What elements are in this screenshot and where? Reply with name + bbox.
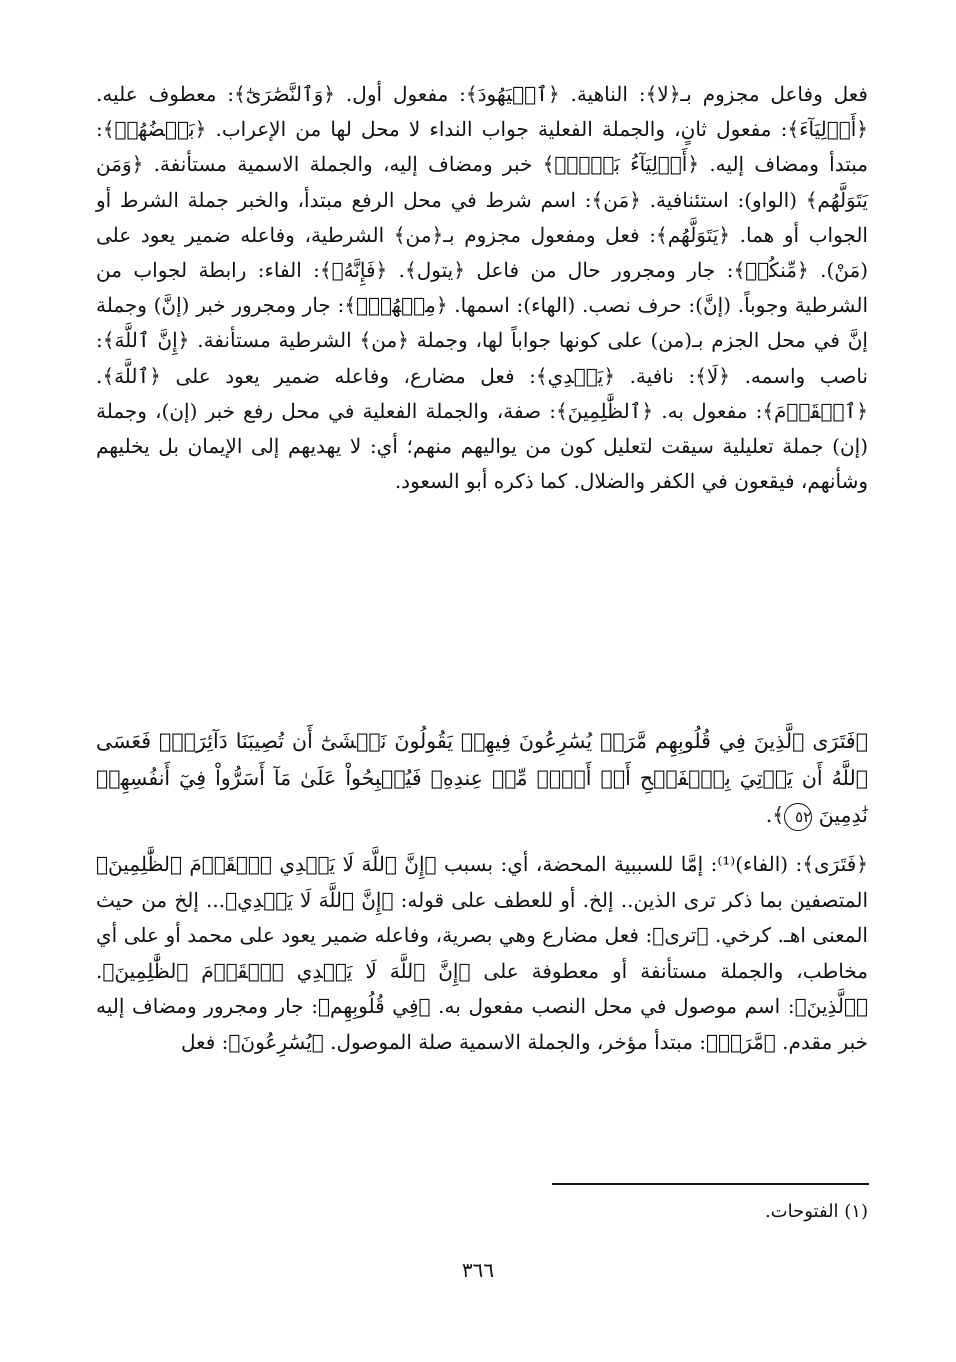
- quran-verse: [96, 723, 868, 834]
- footnote-divider: [552, 1183, 869, 1185]
- commentary-paragraph-1: فعل وفاعل مجزوم بـ﴿لا﴾: الناهية. ﴿ٱلۡيَهُودَ﴾: مفعول أول. ﴿وَٱلنَّصَٰرَىٰٓ﴾: معطوف عليه. ﴿أَوۡلِيَآءَ﴾: مفعول ثانٍ، والجملة الفعلية جواب النداء لا محل لها من الإعراب. ﴿بَعۡضُهُمۡ﴾: مبتدأ ومضاف إليه. ﴿أَوۡلِيَآءُ بَعۡضٖۚ﴾ خبر ومضاف إليه، والجملة الاسمية مستأنفة. ﴿وَمَن يَتَوَلَّهُم﴾ (الواو): استئنافية. ﴿مَن﴾: اسم شرط في محل الرفع مبتدأ، والخبر جملة الشرط أو الجواب أو هما. ﴿يَتَوَلَّهُم﴾: فعل ومفعول مجزوم بـ﴿من﴾ الشرطية، وفاعله ضمير يعود على (مَنْ). ﴿مِّنكُمۡ﴾: جار ومجرور حال من فاعل ﴿يتول﴾. ﴿فَإِنَّهُۥ﴾: الفاء: رابطة لجواب من الشرطية وجوباً. (إنَّ): حرف نصب. (الهاء): اسمها. ﴿مِنۡهُمۡۗ﴾: جار ومجرور خبر (إنَّ) وجملة إنَّ في محل الجزم بـ(من) على كونها جواباً لها، وجملة ﴿من﴾ الشرطية مستأنفة. ﴿إِنَّ ٱللَّهَ﴾: ناصب واسمه. ﴿لَا﴾: نافية. ﴿يَهۡدِي﴾: فعل مضارع، وفاعله ضمير يعود على ﴿ٱللَّهَ﴾. ﴿ٱلۡقَوۡمَ﴾: مفعول به. ﴿ٱلظَّٰلِمِينَ﴾: صفة، والجملة الفعلية في محل رفع خبر (إن)، وجملة (إن) جملة تعليلية سيقت لتعليل كون من يواليهم منهم؛ أي: لا يهديهم إلى الإيمان بل يخليهم وشأنهم، فيقعون في الكفر والضلال. كما ذكره أبو السعود.: [96, 82, 868, 494]
- footnote: (١) الفتوحات.: [764, 1201, 868, 1222]
- verse-text: ﴿فَتَرَى ٱلَّذِينَ فِي قُلُوبِهِم مَّرَضٞ يُسَٰرِعُونَ فِيهِمۡ يَقُولُونَ نَخۡشَىٰٓ أَن تُصِيبَنَا دَآئِرَةٞۚ فَعَسَى ٱللَّهُ أَن يَأۡتِيَ بِٱلۡفَتۡحِ أَوۡ أَمۡرٖ مِّنۡ عِندِهِۦ فَيُصۡبِحُواْ عَلَىٰ مَآ أَسَرُّواْ فِيٓ أَنفُسِهِمۡ نَٰدِمِينَ: [96, 729, 868, 827]
- page-number: ٣٦٦: [461, 1258, 495, 1282]
- verse-closing-bracket: ﴾.: [765, 803, 785, 827]
- verse-number-ornament: ٥٢: [784, 803, 812, 831]
- commentary-paragraph-2: ﴿فَتَرَى﴾: (الفاء)⁽¹⁾: إمَّا للسببية المحضة، أي: بسبب ﴿إِنَّ ٱللَّهَ لَا يَهۡدِي ٱلۡقَوۡمَ ٱلظَّٰلِمِينَ﴾ المتصفين بما ذكر ترى الذين.. إلخ. أو للعطف على قوله: ﴿إِنَّ ٱللَّهَ لَا يَهۡدِي﴾... إلخ من حيث المعنى اهـ. كرخي. ﴿ترى﴾: فعل مضارع وهي بصرية، وفاعله ضمير يعود على محمد أو على أي مخاطب، والجملة مستأنفة أو معطوفة على ﴿إِنَّ ٱللَّهَ لَا يَهۡدِي ٱلۡقَوۡمَ ٱلظَّٰلِمِينَ﴾. ﴿ٱلَّذِينَ﴾: اسم موصول في محل النصب مفعول به. ﴿فِي قُلُوبِهِم﴾: جار ومجرور ومضاف إليه خبر مقدم. ﴿مَّرَضٞ﴾: مبتدأ مؤخر، والجملة الاسمية صلة الموصول. ﴿يُسَٰرِعُونَ﴾: فعل: [96, 852, 868, 1054]
